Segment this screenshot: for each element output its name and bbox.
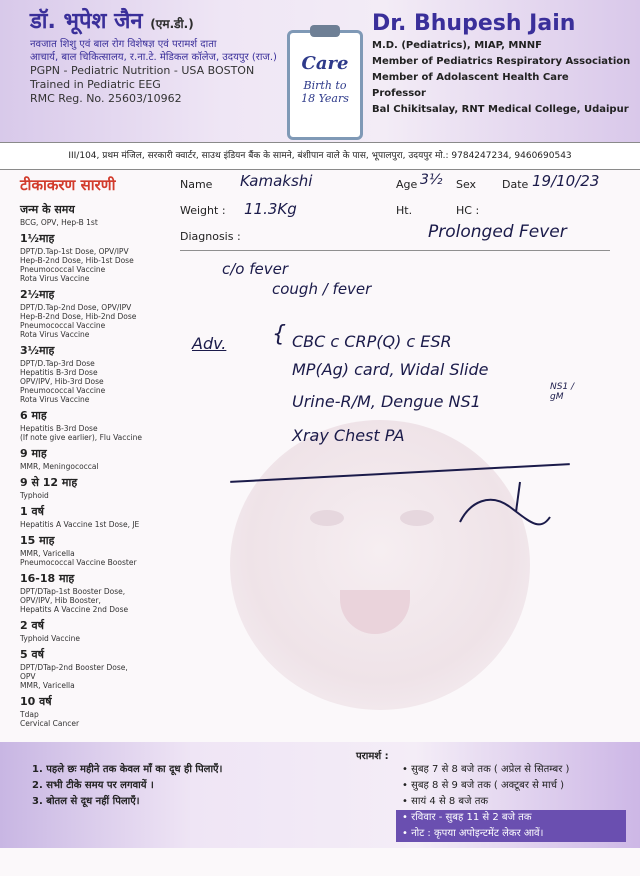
vaccine-name: DPT/D.Tap-1st Dose, OPV/IPV: [20, 247, 129, 256]
vaccine-name: (If note give earlier), Flu Vaccine: [20, 433, 142, 442]
address-bar: III/104, प्रथम मंजिल, सरकारी क्वार्टर, साउथ इंडियन बैंक के सामने, बंशीपान वाले के पास, भूपालपुरा, उदयपुर मो.: 9784247234, 9460690543: [0, 142, 640, 170]
age-label: Age: [396, 178, 418, 191]
timing-3: • सायं 4 से 8 बजे तक: [402, 796, 489, 807]
qualification-2: Trained in Pediatric EEG: [30, 78, 161, 91]
sex-label: Sex: [456, 178, 477, 191]
timing-2: • सुबह 8 से 9 बजे तक ( अक्टूबर से मार्च ): [402, 780, 565, 791]
vaccine-name: Rota Virus Vaccine: [20, 395, 90, 404]
college-name: Bal Chikitsalay, RNT Medical College, Udaipur: [372, 104, 629, 115]
vaccine-name: Rota Virus Vaccine: [20, 330, 90, 339]
vaccine-name: Pneumococcal Vaccine: [20, 321, 106, 330]
degree-english: M.D. (Pediatrics), MIAP, MNNF: [372, 40, 542, 51]
logo-subtitle: Birth to 18 Years: [301, 79, 349, 105]
vaccination-item: [20, 231, 170, 283]
vaccine-name: Hep-B-2nd Dose, Hib-1st Dose: [20, 256, 134, 265]
vaccination-age: 2 वर्ष: [20, 619, 44, 632]
designation-hindi: आचार्य, बाल चिकित्सालय, र.ना.टे. मेडिकल कॉलेज, उदयपुर (राज.): [30, 52, 277, 63]
vaccine-name: BCG, OPV, Hep-B 1st: [20, 218, 98, 227]
vaccine-name: Rota Virus Vaccine: [20, 274, 90, 283]
vaccine-name: Cervical Cancer: [20, 719, 80, 728]
vaccination-age: 10 वर्ष: [20, 695, 52, 708]
vaccination-age: 16-18 माह: [20, 572, 75, 585]
complaint-line-1: c/o fever: [222, 260, 289, 278]
vaccine-name: DPT/DTap-2nd Booster Dose,: [20, 663, 128, 672]
vaccination-item: [20, 343, 170, 404]
vaccination-item: [20, 408, 170, 442]
specialty-hindi: नवजात शिशु एवं बाल रोग विशेषज्ञ एवं परामर्श दाता: [30, 39, 217, 50]
advice-item-3: Urine-R/M, Dengue NS1: [292, 392, 481, 411]
vaccine-name: Hep-B-2nd Dose, Hib-2nd Dose: [20, 312, 137, 321]
vaccine-name: MMR, Varicella: [20, 549, 75, 558]
diagnosis-rule: [180, 250, 610, 251]
vaccination-title: टीकाकरण सारणी: [20, 176, 116, 194]
vaccination-age: 9 से 12 माह: [20, 476, 78, 489]
advice-brace: {: [272, 322, 286, 347]
vaccine-name: OPV/IPV, Hib-3rd Dose: [20, 377, 104, 386]
vaccination-item: [20, 571, 170, 614]
advice-item-2: MP(Ag) card, Widal Slide: [292, 360, 489, 379]
vaccine-name: Pneumococcal Vaccine: [20, 386, 106, 395]
doctor-name-english: Dr. Bhupesh Jain: [372, 11, 576, 36]
vaccine-name: Hepatitis A Vaccine 1st Dose, JE: [20, 520, 140, 529]
registration-number: RMC Reg. No. 25603/10962: [30, 92, 182, 105]
letterhead: [0, 0, 640, 142]
date-value: 19/10/23: [532, 172, 600, 190]
vaccination-age: 9 माह: [20, 447, 47, 460]
vaccine-name: OPV: [20, 672, 36, 681]
vaccination-item: [20, 533, 170, 567]
note-3: 3. बोतल से दूध नहीं पिलाएँ।: [32, 796, 140, 807]
hc-label: HC :: [456, 204, 480, 217]
advice-item-1: CBC c CRP(Q) c ESR: [292, 332, 452, 351]
weight-value: 11.3Kg: [244, 200, 297, 218]
vaccination-item: [20, 618, 170, 643]
vaccination-item: [20, 504, 170, 529]
vaccine-name: Tdap: [20, 710, 39, 719]
advice-side-note: NS1 / gM: [550, 382, 575, 402]
vaccination-item: [20, 647, 170, 690]
vaccination-item: [20, 287, 170, 339]
complaint-line-2: cough / fever: [272, 280, 372, 298]
logo-care-text: Care: [301, 53, 349, 74]
vaccine-name: Hepatitis B-3rd Dose: [20, 424, 98, 433]
membership-1: Member of Pediatrics Respiratory Association: [372, 56, 631, 67]
consultation-timings: [356, 748, 626, 842]
feeding-notes: [32, 762, 292, 810]
vaccination-age: 15 माह: [20, 534, 55, 547]
qualification-1: PGPN - Pediatric Nutrition - USA BOSTON: [30, 64, 255, 77]
note-1: 1. पहले छः महीने तक केवल माँ का दूध ही पिलाएँ।: [32, 764, 223, 775]
vaccine-name: Pneumococcal Vaccine Booster: [20, 558, 137, 567]
vaccine-name: DPT/D.Tap-2nd Dose, OPV/IPV: [20, 303, 132, 312]
vaccination-age: 1 वर्ष: [20, 505, 44, 518]
title-professor: Professor: [372, 88, 426, 99]
vaccination-age: 1½माह: [20, 232, 55, 245]
name-label: Name: [180, 178, 213, 191]
header-right-english: [372, 10, 632, 118]
vaccination-item: [20, 475, 170, 500]
vaccination-age: 6 माह: [20, 409, 47, 422]
vaccination-schedule: [20, 172, 170, 742]
vaccination-item: [20, 694, 170, 728]
diagnosis-value: Prolonged Fever: [428, 222, 567, 242]
vaccination-age: 3½माह: [20, 344, 55, 357]
vaccination-age: 2½माह: [20, 288, 55, 301]
timing-1: • सुबह 7 से 8 बजे तक ( अप्रेल से सितम्बर ): [402, 764, 570, 775]
vaccine-name: DPT/D.Tap-3rd Dose: [20, 359, 95, 368]
footer-band: [0, 742, 640, 848]
vaccine-name: Typhoid: [20, 491, 49, 500]
doctor-signature: [450, 472, 560, 542]
doctor-name-hindi: डॉ. भूपेश जैन (एम.डी.): [30, 9, 194, 34]
vaccine-name: Hepatits A Vaccine 2nd Dose: [20, 605, 129, 614]
vaccination-item: [20, 446, 170, 471]
prescription-form: [180, 172, 620, 742]
vaccine-name: Typhoid Vaccine: [20, 634, 81, 643]
vaccination-age: जन्म के समय: [20, 203, 75, 216]
vaccine-name: DPT/DTap-1st Booster Dose,: [20, 587, 126, 596]
membership-2: Member of Adolascent Health Care: [372, 72, 569, 83]
note-2: 2. सभी टीके समय पर लगवायें ।: [32, 780, 154, 791]
advice-label: Adv.: [192, 334, 227, 353]
advice-item-4: Xray Chest PA: [292, 426, 405, 445]
vaccination-age: 5 वर्ष: [20, 648, 44, 661]
clipboard-clip-icon: [310, 25, 340, 37]
timing-sunday: • रविवार - सुबह 11 से 2 बजे तक: [396, 810, 626, 826]
weight-label: Weight :: [180, 204, 226, 217]
diagnosis-label: Diagnosis :: [180, 230, 241, 243]
timings-title: परामर्श :: [356, 751, 389, 762]
age-value: 3½: [420, 172, 443, 188]
vaccine-name: Hepatitis B-3rd Dose: [20, 368, 98, 377]
timing-note: • नोट : कृपया अपोइन्टमेंट लेकर आवें।: [396, 826, 626, 842]
vaccination-list: [20, 202, 170, 728]
height-label: Ht.: [396, 204, 413, 217]
vaccine-name: Pneumococcal Vaccine: [20, 265, 106, 274]
header-left-hindi: [30, 8, 300, 106]
vaccine-name: OPV/IPV, Hib Booster,: [20, 596, 101, 605]
vaccine-name: MMR, Varicella: [20, 681, 75, 690]
vaccine-name: MMR, Meningococcal: [20, 462, 99, 471]
name-value: Kamakshi: [240, 172, 313, 190]
vaccination-item: [20, 202, 170, 227]
date-label: Date: [502, 178, 529, 191]
care-logo: [287, 30, 363, 140]
